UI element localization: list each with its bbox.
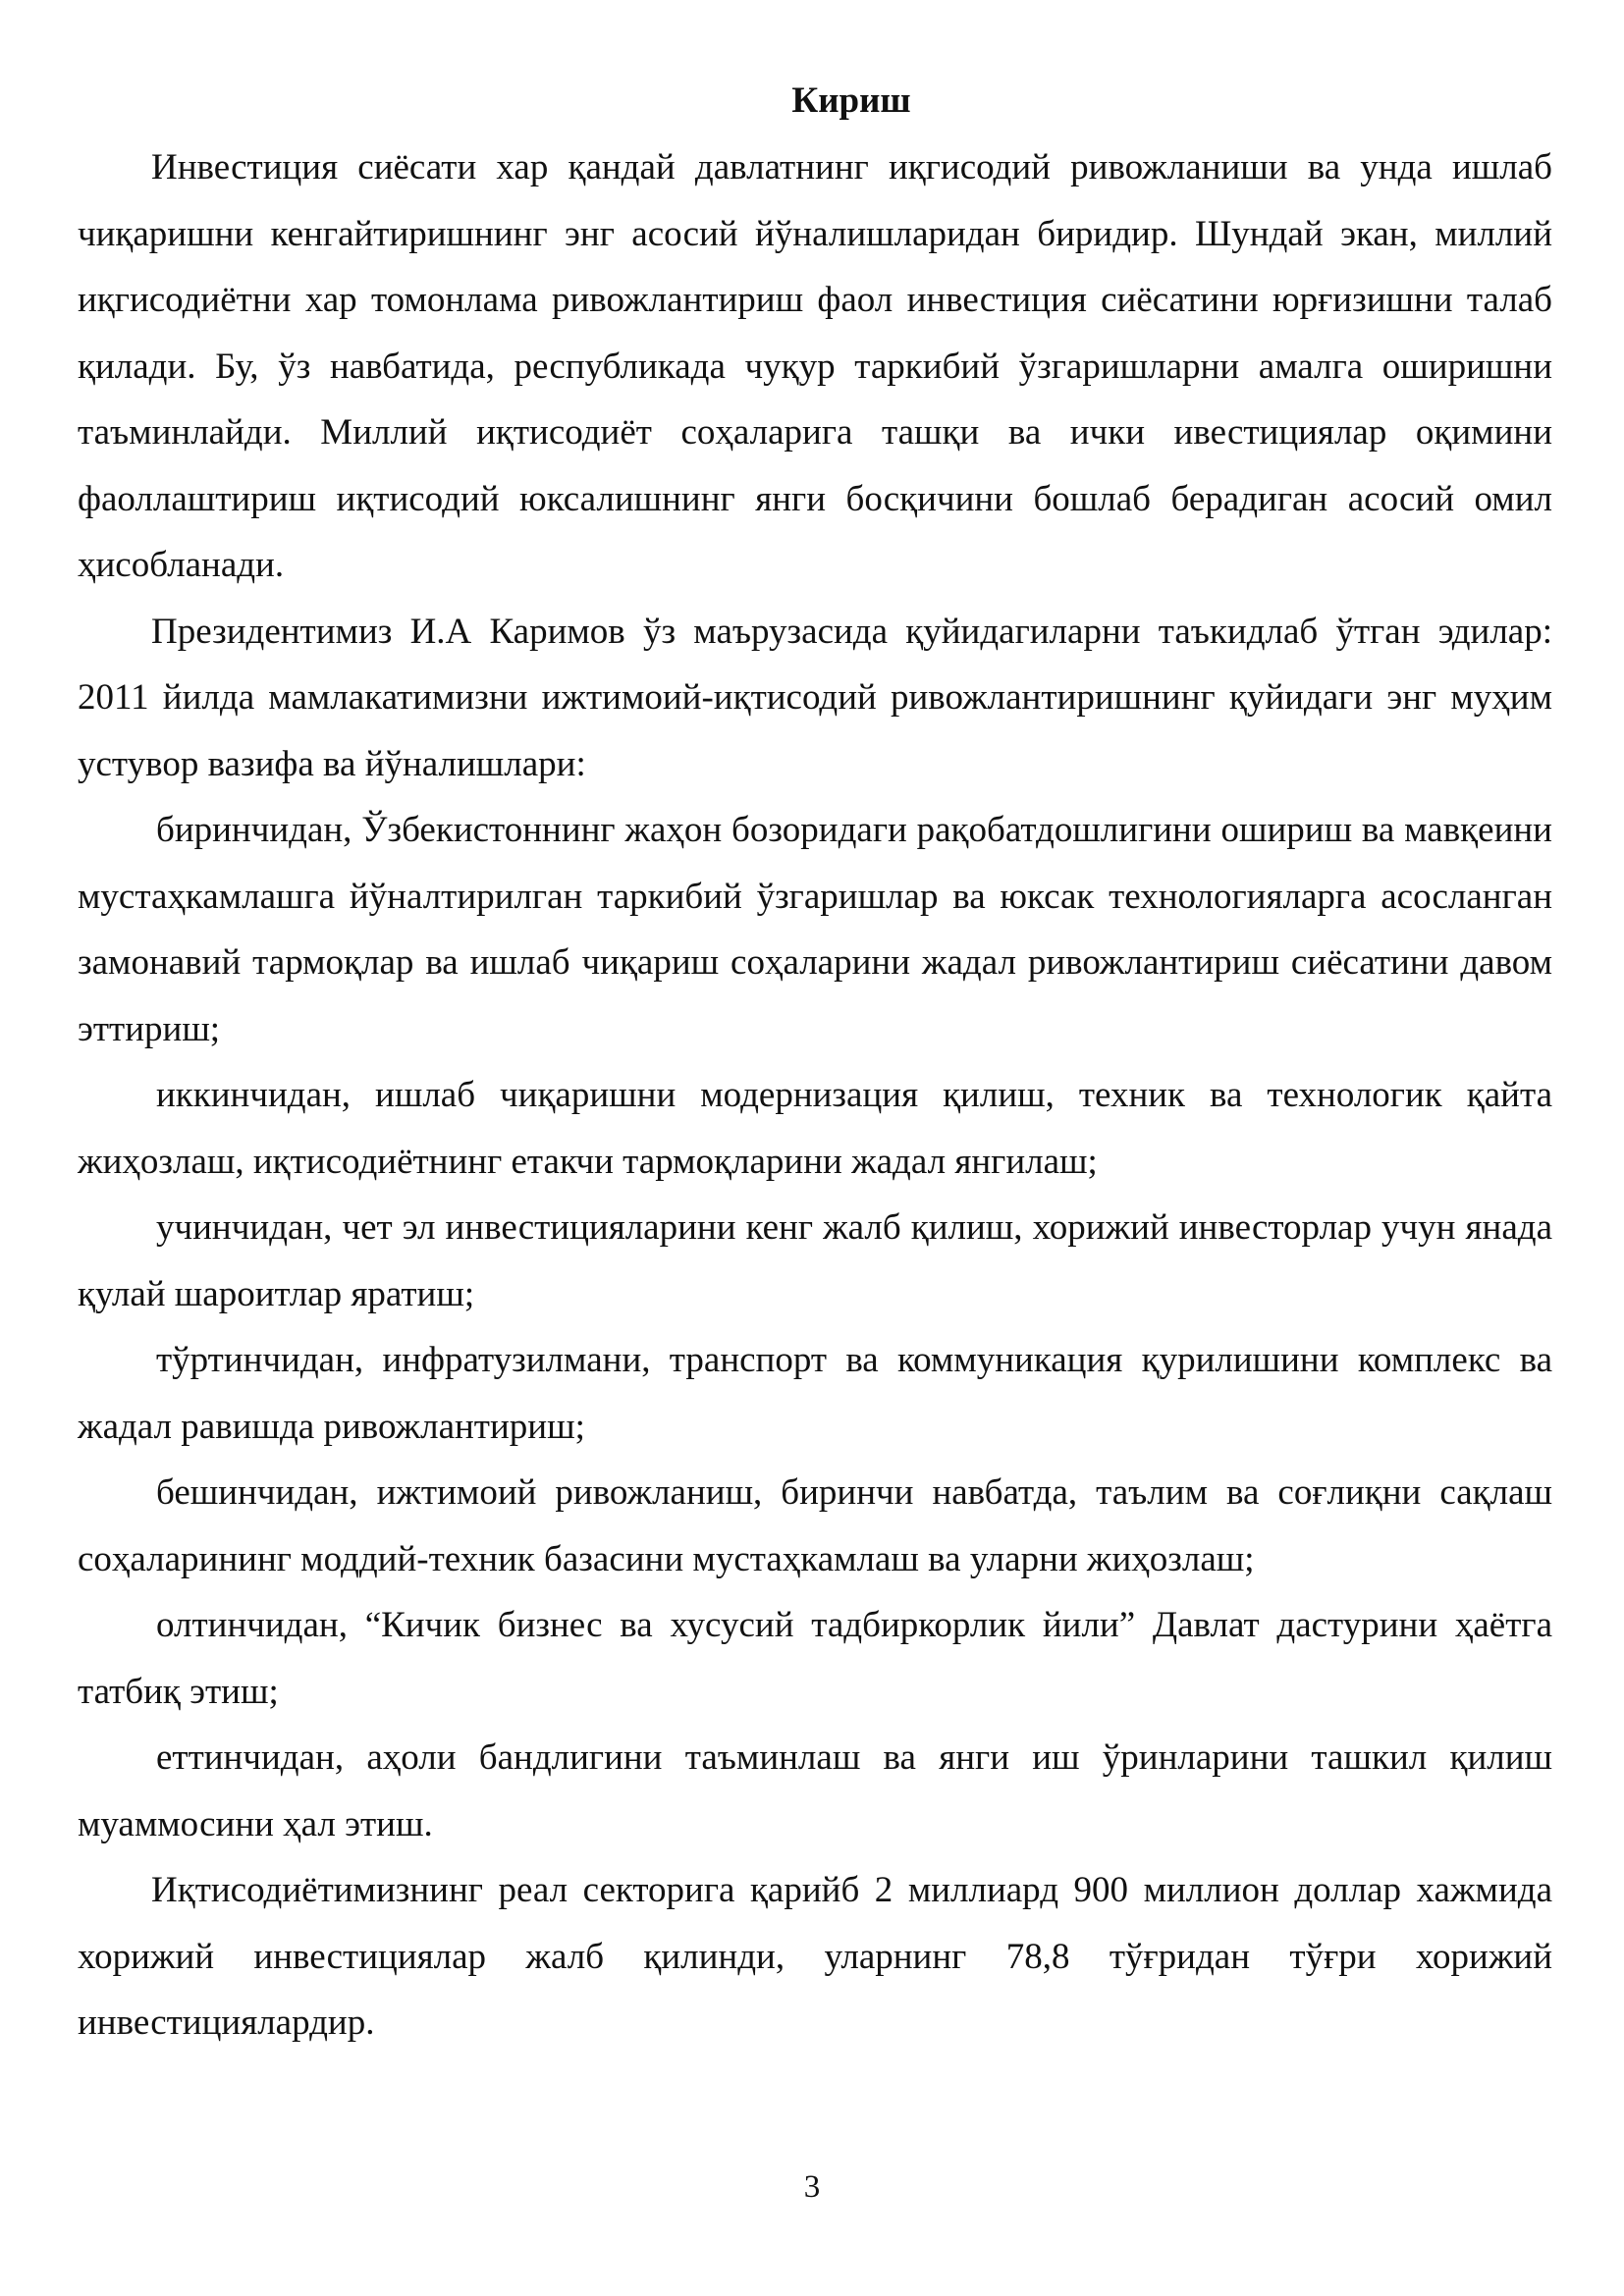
paragraph-investment-summary: Иқтисодиётимизнинг реал секторига қарийб 2 миллиард 900 миллион доллар хажмида хорижий инвестициялар жалб қилинди, уларнинг 78,8 тўғридан тўғри хорижий инвестициялардир.	[78, 1870, 1552, 2043]
list-item-second: иккинчидан, ишлаб чиқаришни модернизация қилиш, техник ва технологик қайта жиҳозлаш, иқтисодиётнинг етакчи тармоқларини жадал янгилаш;	[78, 1075, 1552, 1182]
list-item-fifth: бешинчидан, ижтимоий ривожланиш, биринчи навбатда, таълим ва соғлиқни сақлаш соҳаларининг моддий-техник базасини мустаҳкамлаш ва уларни жиҳозлаш;	[78, 1472, 1552, 1579]
paragraph-intro: Инвестиция сиёсати хар қандай давлатнинг иқгисодий ривожланиши ва унда ишлаб чиқаришни кенгайтиришнинг энг асосий йўналишларидан биридир. Шундай экан, миллий иқгисодиётни хар томонлама ривожлантириш фаол инвестиция сиёсатини юрғизишни талаб қилади. Бу, ўз навбатида, республикада чуқур таркибий ўзгаришларни амалга оширишни таъминлайди. Миллий иқтисодиёт соҳаларига ташқи ва ички ивестициялар оқимини фаоллаштириш иқтисодий юксалишнинг янги босқичини бошлаб берадиган асосий омил ҳисобланади.	[78, 147, 1552, 585]
page-number: 3	[803, 2169, 821, 2205]
list-item-third: учинчидан, чет эл инвестицияларини кенг жалб қилиш, хорижий инвесторлар учун янада қулай шароитлар яратиш;	[78, 1207, 1552, 1314]
paragraph-president-quote: Президентимиз И.А Каримов ўз маърузасида қуйидагиларни таъкидлаб ўтган эдилар: 2011 йилда мамлакатимизни ижтимоий-иқтисодий ривожлантиришнинг қуйидаги энг муҳим устувор вазифа ва йўналишлари:	[78, 611, 1552, 784]
document-body	[78, 134, 1552, 2056]
page-title: Кириш	[791, 80, 911, 121]
list-item-sixth: олтинчидан, “Кичик бизнес ва хусусий тадбиркорлик йили” Давлат дастурини ҳаётга татбиқ этиш;	[78, 1605, 1552, 1712]
list-item-first: биринчидан, Ўзбекистоннинг жаҳон бозоридаги рақобатдошлигини ошириш ва мавқеини мустаҳкамлашга йўналтирилган таркибий ўзгаришлар ва юксак технологияларга асосланган замонавий тармоқлар ва ишлаб чиқариш соҳаларини жадал ривожлантириш сиёсатини давом эттириш;	[78, 810, 1552, 1049]
list-item-seventh: еттинчидан, аҳоли бандлигини таъминлаш ва янги иш ўринларини ташкил қилиш муаммосини ҳал этиш.	[78, 1737, 1552, 1844]
list-item-fourth: тўртинчидан, инфратузилмани, транспорт ва коммуникация қурилишини комплекс ва жадал равишда ривожлантириш;	[78, 1340, 1552, 1447]
